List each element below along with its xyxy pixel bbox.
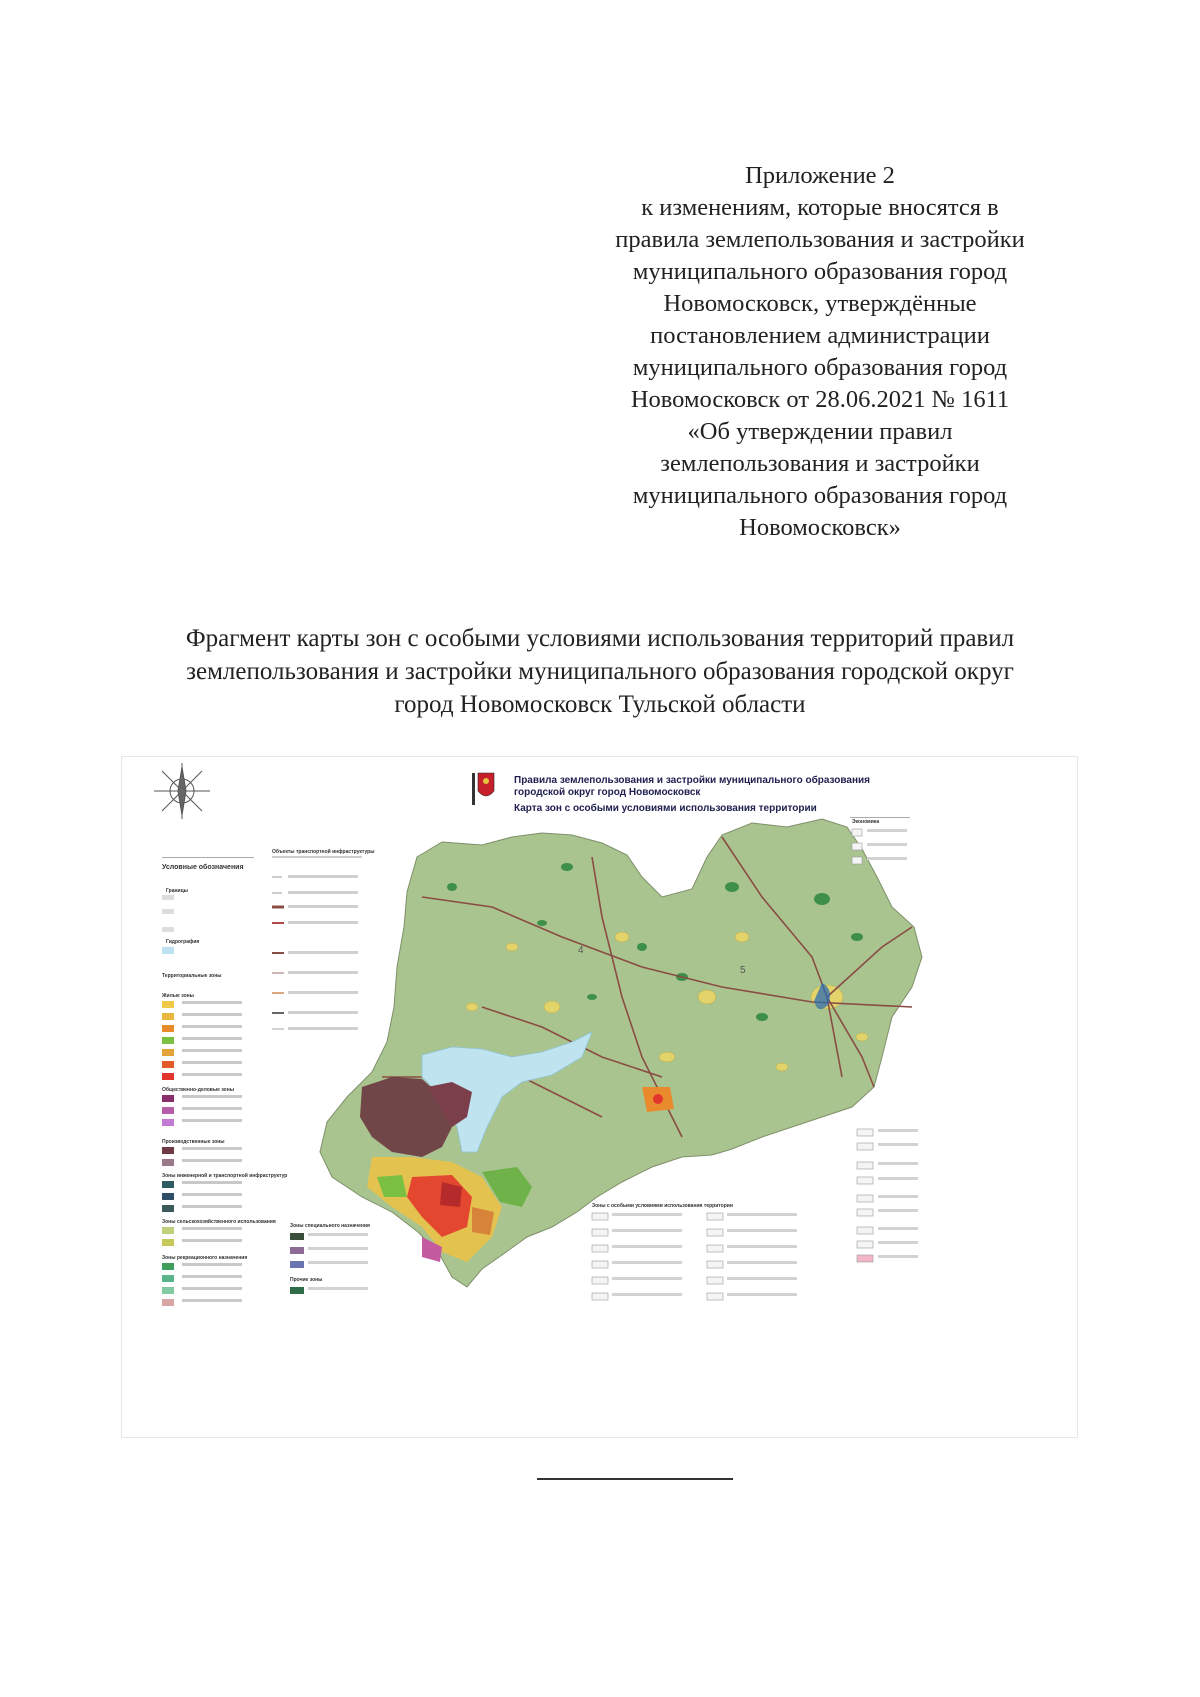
legend-left	[162, 857, 254, 1306]
coat-of-arms-icon	[472, 773, 494, 805]
caption-line: Фрагмент карты зон с особыми условиями использования территорий правил	[185, 625, 1015, 652]
map-subtitle: Карта зон с особыми условиями использования территории	[514, 803, 817, 814]
zoning-map	[121, 756, 1078, 1438]
legend-right-title: Экономика	[852, 819, 880, 825]
municipal-territory	[320, 819, 922, 1287]
appendix-line: муниципального образования город	[632, 258, 1008, 285]
map-caption	[80, 622, 1120, 721]
appendix-line: Новомосковск от 28.06.2021 № 1611	[630, 386, 1010, 413]
legend-section-territorial: Территориальные зоны	[162, 973, 222, 979]
legend-section-industrial: Производственные зоны	[162, 1139, 225, 1145]
legend-section-residential: Жилые зоны	[162, 993, 194, 999]
appendix-line: к изменениям, которые вносятся в	[641, 194, 999, 221]
legend-section-special: Зоны специального назначения	[290, 1223, 370, 1229]
caption-line: землепользования и застройки муниципального образования городской округ	[186, 658, 1014, 685]
closing-rule	[537, 1478, 733, 1480]
appendix-line: землепользования и застройки	[660, 450, 980, 477]
legend-transport-title: Объекты транспортной инфраструктуры	[272, 849, 375, 855]
zone-label: 4	[578, 945, 584, 956]
legend-transport	[272, 857, 362, 1030]
map-graphic	[122, 757, 1077, 1437]
legend-section-other: Прочие зоны	[290, 1277, 323, 1283]
legend-zones-title: Зоны с особыми условиями использования территории	[592, 1203, 733, 1209]
map-title-line2: городской округ город Новомосковск	[514, 787, 701, 798]
legend-section-hydro: Гидрография	[166, 939, 200, 945]
legend-section-borders: Границы	[166, 888, 188, 894]
zone-label: 5	[740, 965, 746, 976]
appendix-note	[560, 160, 1080, 544]
legend-section-recreation: Зоны рекреационного назначения	[162, 1255, 248, 1261]
legend-title: Условные обозначения	[162, 864, 244, 871]
caption-line: город Новомосковск Тульской области	[394, 691, 806, 718]
appendix-line: Приложение 2	[745, 162, 895, 189]
appendix-line: постановлением администрации	[650, 322, 990, 349]
appendix-line: муниципального образования город	[632, 354, 1008, 381]
map-title-line1: Правила землепользования и застройки муниципального образования	[514, 775, 870, 786]
legend-section-business: Общественно-деловые зоны	[162, 1087, 235, 1093]
map-title-block	[514, 775, 994, 815]
appendix-line: «Об утверждении правил	[687, 418, 953, 445]
appendix-line: Новомосковск»	[739, 514, 901, 541]
appendix-line: муниципального образования город	[632, 482, 1008, 509]
legend-section-agri: Зоны сельскохозяйственного использования	[162, 1219, 276, 1225]
appendix-line: правила землепользования и застройки	[615, 226, 1025, 253]
compass-rose-icon	[154, 763, 210, 819]
appendix-line: Новомосковск, утверждённые	[663, 290, 977, 317]
legend-section-infra: Зоны инженерной и транспортной инфраструктур	[162, 1173, 288, 1179]
